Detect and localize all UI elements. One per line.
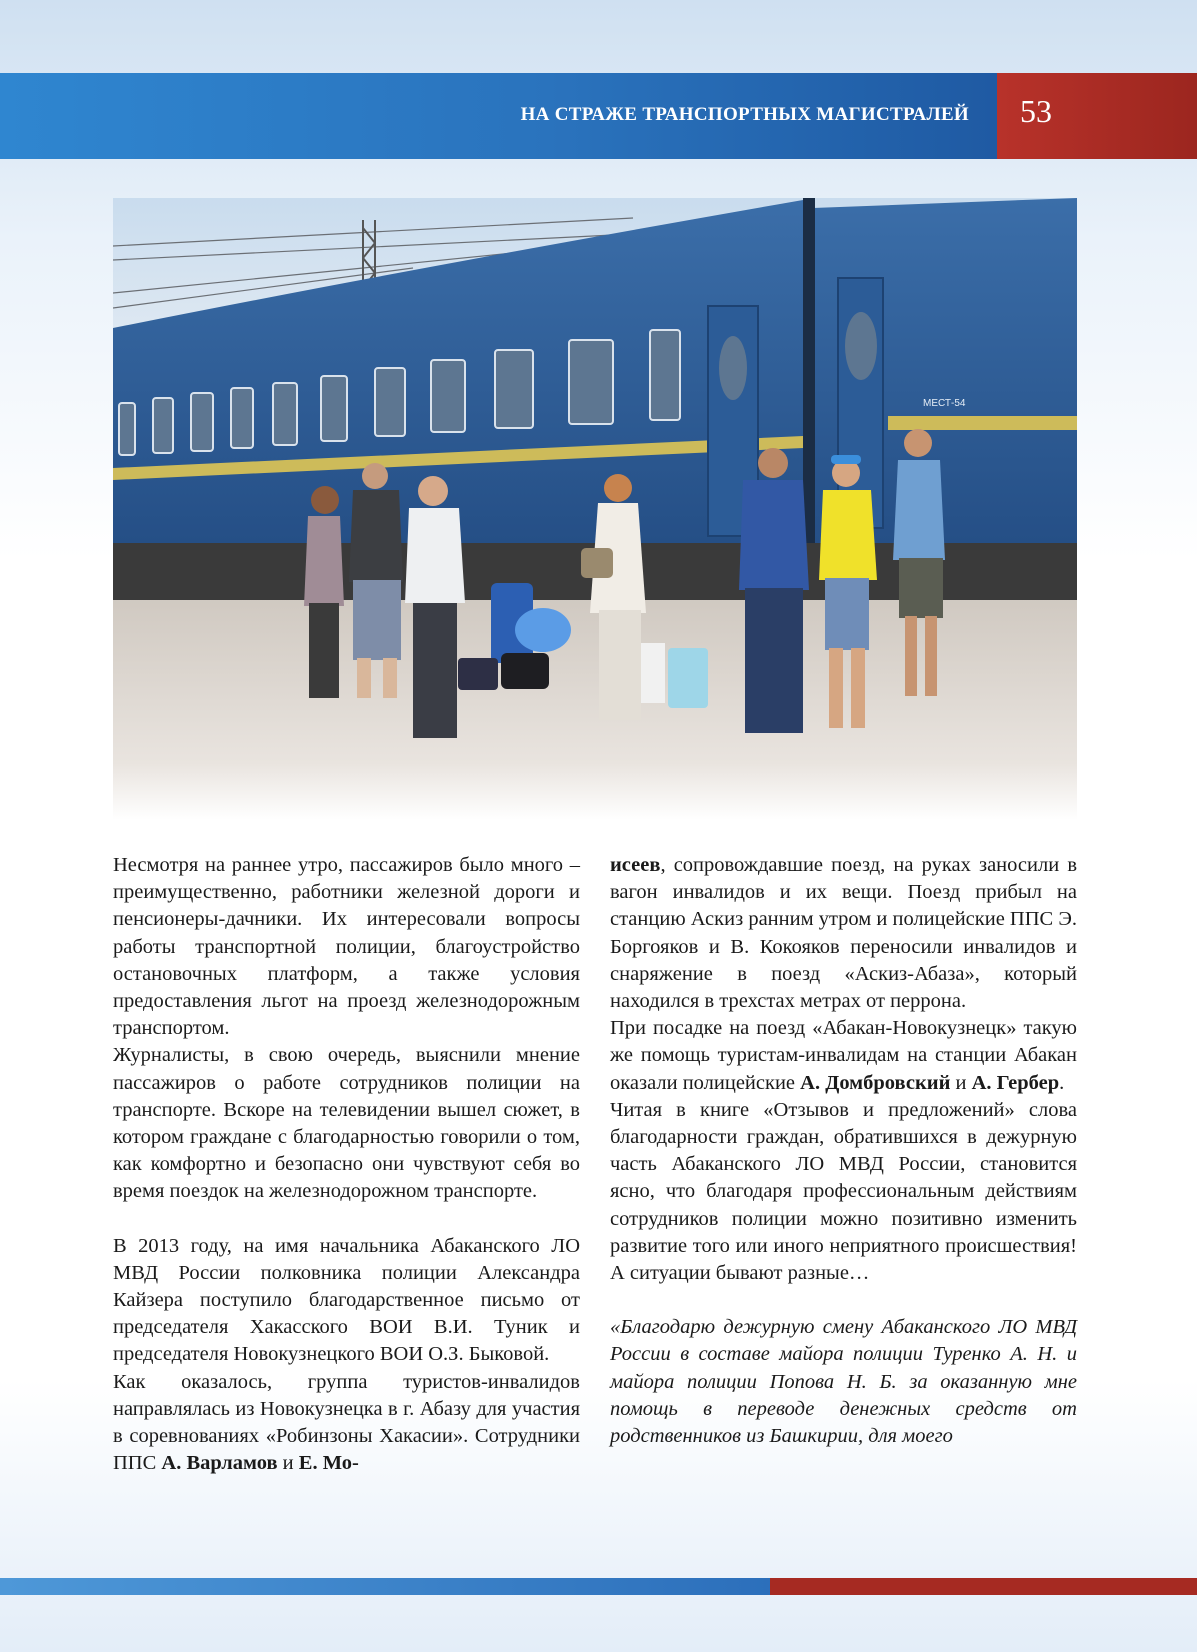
text-column-right — [610, 852, 1077, 1450]
conjunction: и — [950, 1071, 972, 1094]
paragraph — [113, 1369, 580, 1478]
footer-bar-red — [770, 1578, 1197, 1595]
officer-name: А. Варламов — [161, 1452, 278, 1475]
paragraph: Читая в книге «Отзывов и предложений» слова благодарности граждан, обратившихся в дежурную часть Абаканского ЛО МВД России, становится ясно, что благодаря профессиональным действиям сотрудников полиции можно позитивно изменить развитие того или иного неприятного происшествия! А ситуации бывают разные… — [610, 1098, 1077, 1285]
photo-illustration — [113, 198, 1077, 820]
door-window — [719, 336, 747, 400]
paragraph — [610, 852, 1077, 1015]
conjunction: и — [277, 1452, 299, 1475]
officer-name: А. Гербер — [971, 1071, 1060, 1094]
paragraph: Журналисты, в свою очередь, выяснили мнение пассажиров о работе сотрудников полиции на транспорте. Вскоре на телевидении вышел сюжет, в котором граждане с благодарностью говорили о том, как комфортно и безопасно они чувствуют себя во время поездок на железнодорожном транспорте. — [113, 1044, 580, 1203]
train-stripe-2 — [888, 416, 1077, 430]
paragraph — [610, 1015, 1077, 1097]
paragraph: Несмотря на раннее утро, пассажиров было много – преимущественно, работники железной дороги и пенсионеры-дачники. Их интересовали вопросы работы транспортной полиции, благоустройство остановочных платформ, а также условия предоставления льгот на проезд железнодорожным транспортом. — [113, 854, 580, 1040]
text-column-left — [113, 852, 580, 1477]
page-number: 53 — [1020, 93, 1052, 129]
paragraph-text: Как оказалось, группа туристов-инвалидов направлялась из Новокузнецка в г. Абазу для участия в соревнованиях «Робинзоны Хакасии». Сотрудники ППС — [113, 1370, 580, 1475]
officer-name: А. Домбровский — [800, 1071, 951, 1094]
paragraph-text: , сопровождавшие поезд, на руках заносили в вагон инвалидов и их вещи. Поезд прибыл на станцию Аскиз ранним утром и полицейские ППС Э. Боргояков и В. Кокояков переносили инвалидов и снаряжение в поезд «Аскиз-Абаза», который находился в трехстах метрах от перрона. — [610, 854, 1077, 1013]
footer-bar-blue — [0, 1578, 770, 1595]
paragraph-text: При посадке на поезд «Абакан-Новокузнецк» такую же помощь туристам-инвалидам на станции Абакан оказали полицейские — [610, 1017, 1077, 1094]
officer-name: исеев — [610, 854, 661, 876]
quote-paragraph: «Благодарю дежурную смену Абаканского ЛО МВД России в составе майора полиции Туренко А. Н. и майора полиции Попова Н. Б. за оказанную мне помощь в переводе денежных средств от родственников из Башкирии, для моего — [610, 1316, 1077, 1448]
paragraph: В 2013 году, на имя начальника Абаканского ЛО МВД России полковника полиции Александра Кайзера поступило благодарственное письмо от председателя Хакасского ВОИ В.И. Туник и председателя Новокузнецкого ВОИ О.З. Быковой. — [113, 1234, 580, 1366]
officer-name: Е. Мо- — [298, 1452, 359, 1475]
car-label: МЕСТ-54 — [923, 398, 966, 409]
punctuation: . — [1059, 1071, 1065, 1094]
train-platform-photo — [113, 198, 1077, 820]
section-title: НА СТРАЖЕ ТРАНСПОРТНЫХ МАГИСТРАЛЕЙ — [520, 104, 969, 125]
